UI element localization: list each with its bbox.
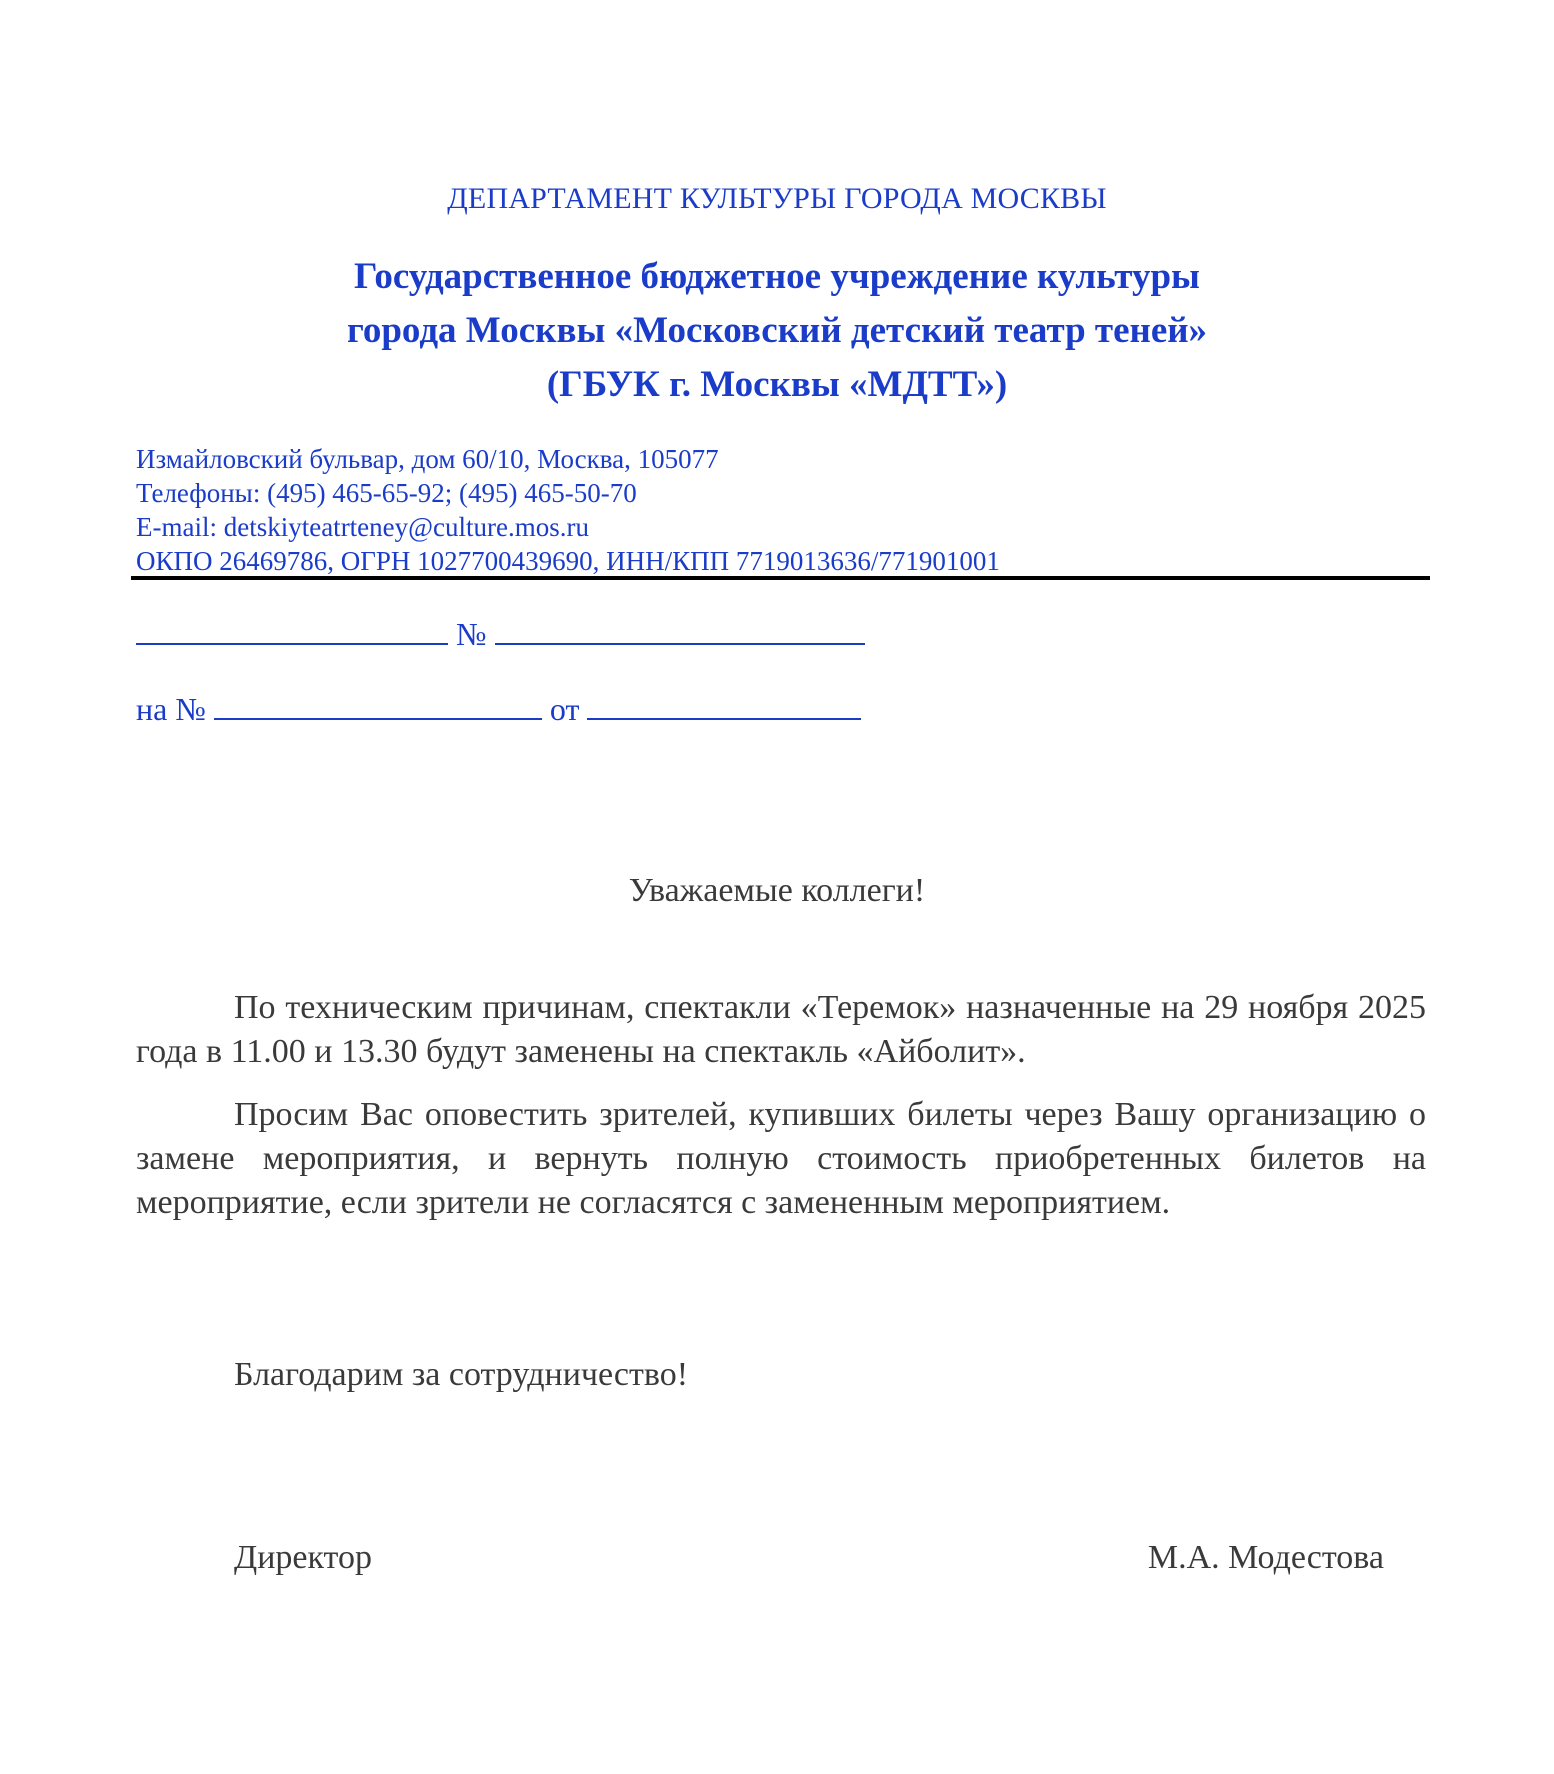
phones-line: Телефоны: (495) 465-65-92; (495) 465-50-70 [136,478,637,508]
signatory-title: Директор [234,1539,372,1576]
organization-title-line-2: города Москвы «Московский детский театр теней» [346,310,1208,351]
signatory-name: М.А. Модестова [1147,1539,1384,1576]
organization-title-line-3: (ГБУК г. Москвы «МДТТ») [546,364,1008,405]
reply-reference-line [136,688,861,728]
reply-number-blank [214,688,542,720]
from-word: от [549,691,580,727]
reply-date-blank [587,688,861,720]
letterhead-divider [131,576,1430,580]
organization-title [0,250,1554,412]
email-line: E-mail: detskiyteatrteney@culture.mos.ru [136,512,589,542]
salutation: Уважаемые коллеги! [628,872,926,909]
outgoing-number-blank [495,613,865,645]
address-line: Измайловский бульвар, дом 60/10, Москва, 105077 [136,444,719,474]
outgoing-date-blank [136,613,448,645]
contact-block [136,442,1000,578]
organization-title-line-1: Государственное бюджетное учреждение культуры [354,256,1200,297]
number-sign: № [456,616,487,652]
body-paragraph-1: По техническим причинам, спектакли «Теремок» назначенные на 29 ноября 2025 года в 11.00 и 13.30 будут заменены на спектакль «Айболит». [136,989,1426,1070]
registry-codes-line: ОКПО 26469786, ОГРН 1027700439690, ИНН/КПП 7719013636/771901001 [136,546,1000,576]
reply-prefix: на № [136,691,206,727]
department-heading: ДЕПАРТАМЕНТ КУЛЬТУРЫ ГОРОДА МОСКВЫ [447,182,1107,215]
body-paragraph-2: Просим Вас оповестить зрителей, купивших билеты через Вашу организацию о замене мероприятия, и вернуть полную стоимость приобретенных билетов на мероприятие, если зрители не согласятся с замененным мероприятием. [136,1096,1426,1221]
closing-thanks: Благодарим за сотрудничество! [234,1356,689,1393]
outgoing-number-line [136,613,865,653]
